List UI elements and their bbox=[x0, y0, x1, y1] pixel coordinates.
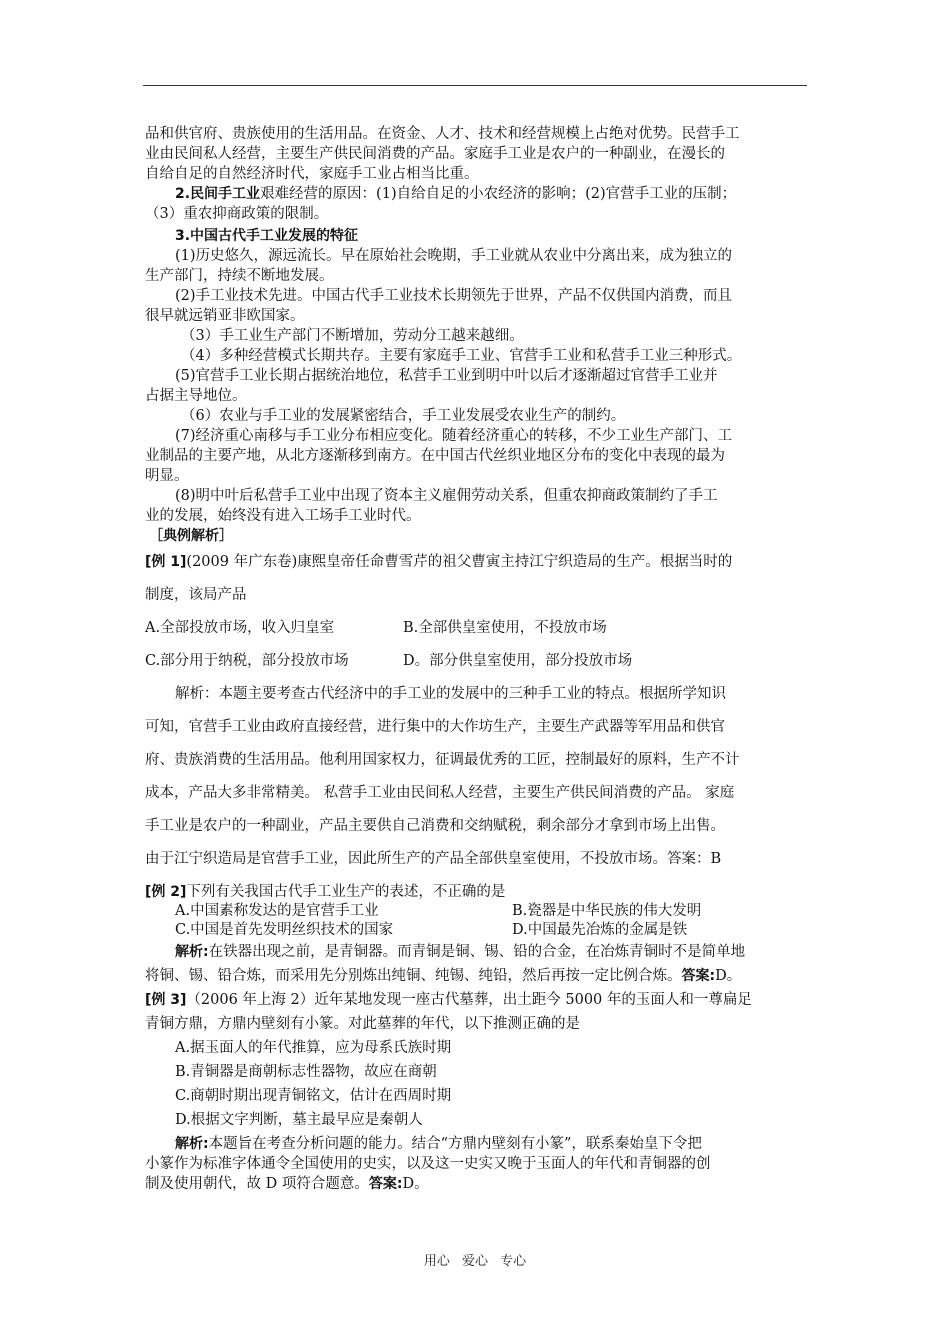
option-c: C.部分用于纳税，部分投放市场 bbox=[145, 653, 349, 669]
example2-analysis-text: 在铁器出现之前，是青铜器。而青铜是铜、锡、铅的合金，在冶炼青铜时不是简单地 bbox=[208, 944, 746, 960]
example1-analysis: 可知，官营手工业由政府直接经营，进行集中的大作坊生产，主要生产武器等军用品和供官 bbox=[145, 719, 725, 735]
header-rule bbox=[143, 85, 807, 86]
feature-line: (2)手工业技术先进。中国古代手工业技术长期领先于世界，产品不仅供国内消费，而且 bbox=[175, 288, 733, 304]
example3-analysis-text: 制及使用朝代，故 D 项符合题意。 bbox=[145, 1176, 369, 1192]
example2-analysis bbox=[145, 940, 810, 964]
intro-line: 业由民间私人经营，主要生产供民间消费的产品。家庭手工业是农户的一种副业，在漫长的 bbox=[145, 146, 725, 162]
feature-line: 占据主导地位。 bbox=[145, 388, 247, 404]
point2-number: 2. bbox=[175, 186, 191, 202]
option-d: D.根据文字判断，墓主最早应是秦朝人 bbox=[175, 1112, 423, 1128]
example2-options-row bbox=[145, 921, 810, 940]
example3-q1: （2006 年上海 2）近年某地发现一座古代墓葬，出土距今 5000 年的玉面人和一尊扁足 bbox=[186, 992, 752, 1008]
feature-line: (7)经济重心南移与手工业分布相应变化。随着经济重心的转移，不少工业生产部门、工 bbox=[175, 428, 733, 444]
point2-title: 民间手工业 bbox=[190, 186, 261, 202]
feature-line: （4）多种经营模式长期共存。主要有家庭手工业、官营手工业和私营手工业三种形式。 bbox=[181, 348, 742, 364]
page-footer bbox=[0, 1250, 950, 1269]
example1-analysis: 手工业是农户的一种副业，产品主要供自己消费和交纳赋税，剩余部分才拿到市场上出售。 bbox=[145, 818, 725, 834]
example1-tag: [例 1] bbox=[145, 554, 187, 570]
analysis-label: 解析: bbox=[175, 944, 209, 960]
example1-options-row bbox=[145, 612, 810, 645]
example3-q2: 青铜方鼎，方鼎内壁刻有小篆。对此墓葬的年代，以下推测正确的是 bbox=[145, 1016, 580, 1032]
example1-options-row bbox=[145, 645, 810, 678]
option-a: A.中国素称发达的是官营手工业 bbox=[175, 903, 379, 919]
analysis-label: 解析: bbox=[175, 1136, 209, 1152]
example2-q: 下列有关我国古代手工业生产的表述，不正确的是 bbox=[186, 884, 506, 900]
feature-line: 明显。 bbox=[145, 468, 189, 484]
footer-word: 用心 bbox=[423, 1254, 450, 1269]
example2-options-row bbox=[145, 902, 810, 921]
example3-analysis bbox=[145, 1134, 810, 1154]
example2-analysis bbox=[145, 964, 810, 988]
answer-label: 答案: bbox=[681, 968, 716, 984]
footer-word: 爱心 bbox=[461, 1254, 488, 1269]
feature-line: （6）农业与手工业的发展紧密结合，手工业发展受农业生产的制约。 bbox=[181, 408, 626, 424]
option-d: D。部分供皇室使用，部分投放市场 bbox=[403, 653, 633, 669]
example2-analysis-text: 将铜、锡、铅合炼，而采用先分别炼出纯铜、纯锡、纯铅，然后再按一定比例合炼。 bbox=[145, 968, 682, 984]
option-c: C.商朝时期出现青铜铭文，估计在西周时期 bbox=[175, 1088, 452, 1104]
feature-line: （3）手工业生产部门不断增加，劳动分工越来越细。 bbox=[181, 328, 524, 344]
example2-tag: [例 2] bbox=[145, 884, 187, 900]
point3-title: 3.中国古代手工业发展的特征 bbox=[175, 228, 359, 244]
example1-question bbox=[145, 546, 810, 579]
answer-label: 答案: bbox=[368, 1176, 403, 1192]
point2-line: （3）重农抑商政策的限制。 bbox=[145, 206, 329, 222]
answer-value: D。 bbox=[715, 968, 742, 984]
document-body bbox=[145, 124, 810, 1194]
feature-line: (5)官营手工业长期占据统治地位，私营手工业到明中叶以后才逐渐超过官营手工业并 bbox=[175, 368, 718, 384]
option-b: B.青铜器是商朝标志性器物，故应在商朝 bbox=[175, 1064, 437, 1080]
examples-heading: ［典例解析］ bbox=[149, 528, 233, 544]
option-b: B.瓷器是中华民族的伟大发明 bbox=[512, 903, 702, 919]
intro-line: 自给自足的自然经济时代，家庭手工业占相当比重。 bbox=[145, 166, 479, 182]
option-d: D.中国最先冶炼的金属是铁 bbox=[512, 922, 688, 938]
point2-text: 艰难经营的原因：(1)自给自足的小农经济的影响；(2)官营手工业的压制； bbox=[260, 186, 737, 202]
option-b: B.全部供皇室使用，不投放市场 bbox=[403, 620, 607, 636]
example1-analysis: 成本，产品大多非常精美。 私营手工业由民间私人经营，主要生产供民间消费的产品。 家庭 bbox=[145, 785, 735, 801]
feature-line: 业的发展，始终没有进入工场手工业时代。 bbox=[145, 508, 421, 524]
example3-analysis-text: 本题旨在考查分析问题的能力。结合“方鼎内壁刻有小篆”，联系秦始皇下令把 bbox=[208, 1136, 702, 1152]
example3-tag: [例 3] bbox=[145, 992, 187, 1008]
example1-analysis: 解析：本题主要考查古代经济中的手工业的发展中的三种手工业的特点。根据所学知识 bbox=[175, 686, 726, 702]
point2-line bbox=[145, 184, 810, 204]
example3-question bbox=[145, 988, 810, 1012]
answer-value: D。 bbox=[402, 1176, 429, 1192]
example1-analysis: 府、贵族消费的生活用品。他利用国家权力，征调最优秀的工匠，控制最好的原料，生产不计 bbox=[145, 752, 740, 768]
footer-word: 专心 bbox=[500, 1254, 527, 1269]
example1-q1: (2009 年广东卷)康熙皇帝任命曹雪芹的祖父曹寅主持江宁织造局的生产。根据当时的 bbox=[186, 554, 733, 570]
feature-line: 生产部门，持续不断地发展。 bbox=[145, 268, 334, 284]
example3-analysis: 小篆作为标准字体通令全国使用的史实，以及这一史实又晚于玉面人的年代和青铜器的创 bbox=[145, 1156, 711, 1172]
option-a: A.全部投放市场，收入归皇室 bbox=[145, 620, 335, 636]
feature-line: (8)明中叶后私营手工业中出现了资本主义雇佣劳动关系，但重农抑商政策制约了手工 bbox=[175, 488, 718, 504]
example1-q2: 制度，该局产品 bbox=[145, 587, 247, 603]
option-c: C.中国是首先发明丝织技术的国家 bbox=[175, 922, 394, 938]
example1-analysis: 由于江宁织造局是官营手工业，因此所生产的产品全部供皇室使用，不投放市场。答案：B bbox=[145, 851, 722, 867]
feature-line: 业制品的主要产地，从北方逐渐移到南方。在中国古代丝织业地区分布的变化中表现的最为 bbox=[145, 448, 725, 464]
example2-question bbox=[145, 882, 810, 902]
feature-line: (1)历史悠久，源远流长。早在原始社会晚期，手工业就从农业中分离出来，成为独立的 bbox=[175, 248, 733, 264]
option-a: A.据玉面人的年代推算，应为母系氏族时期 bbox=[175, 1040, 452, 1056]
intro-line: 品和供官府、贵族使用的生活用品。在资金、人才、技术和经营规模上占绝对优势。民营手工 bbox=[145, 126, 740, 142]
example3-analysis bbox=[145, 1174, 810, 1194]
feature-line: 很早就远销亚非欧国家。 bbox=[145, 308, 305, 324]
